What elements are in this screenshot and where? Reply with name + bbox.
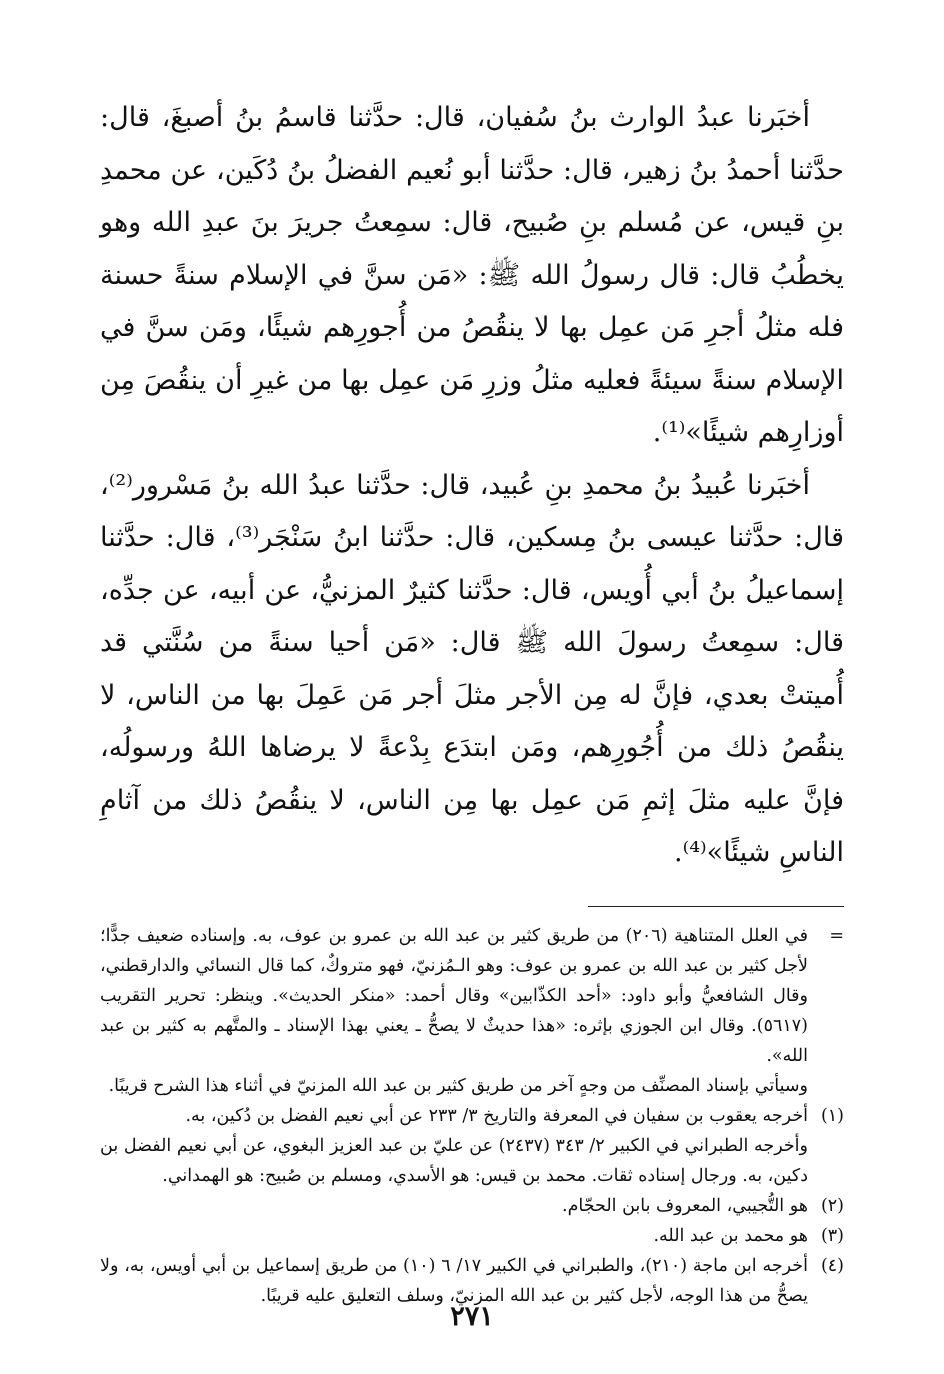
document-page [100,92,844,1332]
footnote-3-marker: (٣) [820,1225,844,1246]
footnote-continuation [100,921,844,1071]
footnote-continuation-extra: وسيأتي بإسناد المصنِّف من وجهٍ آخر من طريق كثير بن عبد الله المزنيّ في أثناء هذا الشرح قريبًا. [108,1075,808,1096]
footnote-4-marker: (٤) [820,1255,844,1276]
footnote-3-text: هو محمد بن عبد الله. [653,1225,808,1246]
paragraph-2: أخبَرنا عُبيدُ بنُ محمدِ بنِ عُبيد، قال: حدَّثنا عبدُ الله بنُ مَسْرور⁽²⁾، قال: حدَّثنا عيسى بنُ مِسكين، قال: حدَّثنا ابنُ سَنْجَر⁽³⁾، قال: حدَّثنا إسماعيلُ بنُ أبي أُويس، قال: حدَّثنا كثيرٌ المزنيُّ، عن أبيه، عن جدِّه، قال: سمِعتُ رسولَ الله ﷺ قال: «مَن أحيا سنةً من سُنَّتي قد أُميتتْ بعدي، فإنَّ له مِن الأجر مثلَ أجر مَن عَمِلَ بها من الناس، لا ينقُصُ ذلك من أُجُورِهم، ومَن ابتدَع بِدْعةً لا يرضاها اللهُ ورسولُه، فإنَّ عليه مثلَ إثمِ مَن عمِل بها مِن الناس، لا ينقُصُ ذلك من آثامِ الناسِ شيئًا»⁽⁴⁾. [100,469,844,868]
footnotes [100,921,844,1311]
paragraph-1: أخبَرنا عبدُ الوارث بنُ سُفيان، قال: حدَّثنا قاسمُ بنُ أصبغَ، قال: حدَّثنا أحمدُ بنُ زهير، قال: حدَّثنا أبو نُعيم الفضلُ بنُ دُكَين، عن محمدِ بنِ قيس، عن مُسلم بنِ صُبيح، قال: سمِعتُ جريرَ بنَ عبدِ الله وهو يخطُبُ قال: قال رسولُ الله ﷺ: «مَن سنَّ في الإسلام سنةً حسنة فله مثلُ أجرِ مَن عمِل بها لا ينقُصُ من أُجورِهم شيئًا، ومَن سنَّ في الإسلام سنةً سيئةً فعليه مثلُ وزرِ مَن عمِل بها من غيرِ أن ينقُصَ مِن أوزارِهم شيئًا»⁽¹⁾. [100,102,844,448]
footnote-1-marker: (١) [820,1105,844,1126]
footnote-2 [100,1191,844,1221]
footnote-2-text: هو التُّجيبي، المعروف بابن الحجّام. [562,1195,808,1216]
footnote-2-marker: (٢) [820,1195,844,1216]
footnote-3 [100,1221,844,1251]
footnote-separator [588,906,844,907]
footnote-1 [100,1101,844,1131]
page-number: ٢٧١ [450,1301,494,1332]
footnote-continuation-marker: = [829,925,844,946]
footnote-4-text: أخرجه ابن ماجة (٢١٠)، والطبراني في الكبير ١٧/ ٦ (١٠) من طريق إسماعيل بن أبي أويس، به، ولا يصحُّ من هذا الوجه، لأجل كثير بن عبد الله المزنيّ، وسلف التعليق عليه قريبًا. [100,1255,808,1306]
footnote-1-text: أخرجه يعقوب بن سفيان في المعرفة والتاريخ ٣/ ٢٣٣ عن أبي نعيم الفضل بن دُكين، به. [185,1105,808,1126]
footnote-1-extra: وأخرجه الطبراني في الكبير ٢/ ٣٤٣ (٢٤٣٧) عن عليّ بن عبد العزيز البغوي، عن أبي نعيم الفضل بن دكين، به. ورجال إسناده ثقات. محمد بن قيس: هو الأسدي، ومسلم بن صُبيح: هو الهمداني. [100,1135,808,1186]
main-text [100,92,844,880]
footnote-continuation-text: في العلل المتناهية (٢٠٦) من طريق كثير بن عبد الله بن عمرو بن عوف، به. وإسناده ضعيف جدًّا؛ لأجل كثير بن عبد الله بن عمرو بن عوف: وهو الـمُزنيّ، فهو متروكٌ، كما قال النسائي والدارقطني، وقال الشافعيُّ وأبو داود: «أحد الكذّابين» وقال أحمد: «منكر الحديث». وينظر: تحرير التقريب (٥٦١٧). وقال ابن الجوزي بإثره: «هذا حديثٌ لا يصحُّ ـ يعني بهذا الإسناد ـ والمتَّهم به كثير بن عبد الله». [100,925,808,1066]
